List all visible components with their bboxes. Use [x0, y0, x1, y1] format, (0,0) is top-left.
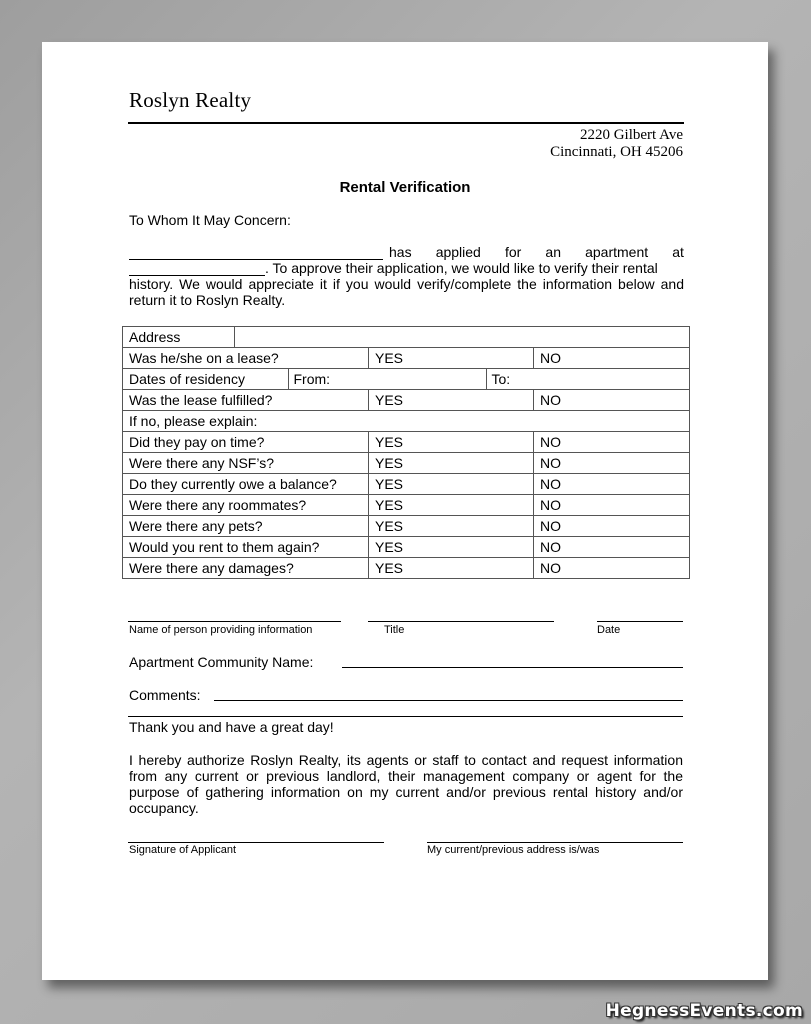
no-option[interactable]: NO [534, 516, 690, 537]
no-option[interactable]: NO [534, 537, 690, 558]
date-signature-line[interactable] [597, 621, 683, 622]
intro-paragraph [129, 244, 684, 308]
comments-line-2[interactable] [128, 716, 683, 717]
name-signature-line[interactable] [128, 621, 341, 622]
question-label: Were there any pets? [123, 516, 369, 537]
explain-field[interactable]: If no, please explain: [123, 411, 690, 432]
document-title: Rental Verification [339, 179, 471, 196]
fulfilled-question: Was the lease fulfilled? [123, 390, 369, 411]
no-option[interactable]: NO [534, 390, 690, 411]
name-label: Name of person providing information [129, 624, 313, 636]
company-address [550, 127, 683, 161]
apartment-blank[interactable] [129, 262, 265, 276]
community-label: Apartment Community Name: [129, 654, 314, 670]
no-option[interactable]: NO [534, 453, 690, 474]
residency-label: Dates of residency [123, 369, 288, 389]
no-option[interactable]: NO [534, 348, 690, 369]
thank-you-text: Thank you and have a great day! [129, 719, 334, 735]
yes-option[interactable]: YES [369, 453, 534, 474]
no-option[interactable]: NO [534, 558, 690, 579]
table-row [123, 369, 690, 390]
intro-line-1-words [383, 244, 684, 260]
date-label: Date [597, 624, 621, 636]
applicant-signature-line[interactable] [128, 842, 384, 843]
greeting: To Whom It May Concern: [129, 212, 291, 228]
community-name-line[interactable] [342, 667, 683, 668]
residency-row [123, 369, 690, 390]
yes-option[interactable]: YES [369, 537, 534, 558]
table-row [123, 411, 690, 432]
authorization-paragraph: I hereby authorize Roslyn Realty, its agents or staff to contact and request information from any current or previous landlord, their management company or agent for the purpose of gathering information on my current and/or previous rental history and/or occupancy. [129, 752, 683, 816]
no-option[interactable]: NO [534, 495, 690, 516]
table-row [123, 348, 690, 369]
table-row [123, 558, 690, 579]
document-page [42, 42, 768, 980]
question-label: Do they currently owe a balance? [123, 474, 369, 495]
yes-option[interactable]: YES [369, 390, 534, 411]
applicant-address-line[interactable] [427, 842, 683, 843]
intro-line-2-text: . To approve their application, we would like to verify their rental [265, 260, 658, 276]
intro-line-2 [129, 260, 684, 276]
address-line-1: 2220 Gilbert Ave [579, 127, 683, 143]
yes-option[interactable]: YES [369, 516, 534, 537]
address-label: Address [123, 327, 234, 347]
table-row [123, 474, 690, 495]
yes-option[interactable]: YES [369, 432, 534, 453]
address-label: My current/previous address is/was [427, 844, 600, 856]
watermark: HegnessEvents.com [605, 1001, 803, 1021]
address-line-2: Cincinnati, OH 45206 [550, 144, 683, 160]
yes-option[interactable]: YES [369, 558, 534, 579]
table-row [123, 516, 690, 537]
intro-word: applied [435, 244, 481, 260]
table-row [123, 390, 690, 411]
intro-word: for [504, 244, 522, 260]
intro-word: at [672, 244, 684, 260]
intro-line-1 [129, 244, 684, 260]
table-row [123, 453, 690, 474]
company-name: Roslyn Realty [129, 88, 252, 112]
intro-word: an [545, 244, 561, 260]
to-field[interactable]: To: [491, 371, 511, 387]
question-label: Would you rent to them again? [123, 537, 369, 558]
table-row [123, 432, 690, 453]
applicant-name-blank[interactable] [129, 246, 383, 260]
question-label: Were there any NSF’s? [123, 453, 369, 474]
title-label: Title [384, 624, 405, 636]
no-option[interactable]: NO [534, 432, 690, 453]
verification-table [122, 326, 690, 579]
lease-question: Was he/she on a lease? [123, 348, 369, 369]
signature-label: Signature of Applicant [129, 844, 237, 856]
question-label: Were there any damages? [123, 558, 369, 579]
address-row [123, 327, 690, 348]
yes-option[interactable]: YES [369, 495, 534, 516]
no-option[interactable]: NO [534, 474, 690, 495]
address-field[interactable] [234, 327, 689, 347]
table-row [123, 327, 690, 348]
from-field[interactable]: From: [288, 369, 486, 389]
intro-line-3: history. We would appreciate it if you would verify/complete the information below and return it to Roslyn Realty. [129, 276, 684, 308]
header-rule [128, 122, 684, 124]
question-label: Were there any roommates? [123, 495, 369, 516]
table-row [123, 495, 690, 516]
table-row [123, 537, 690, 558]
intro-word: has [389, 244, 412, 260]
question-label: Did they pay on time? [123, 432, 369, 453]
intro-word: apartment [585, 244, 649, 260]
comments-line-1[interactable] [214, 700, 683, 701]
title-signature-line[interactable] [368, 621, 554, 622]
yes-option[interactable]: YES [369, 474, 534, 495]
comments-label: Comments: [129, 687, 201, 703]
yes-option[interactable]: YES [369, 348, 534, 369]
